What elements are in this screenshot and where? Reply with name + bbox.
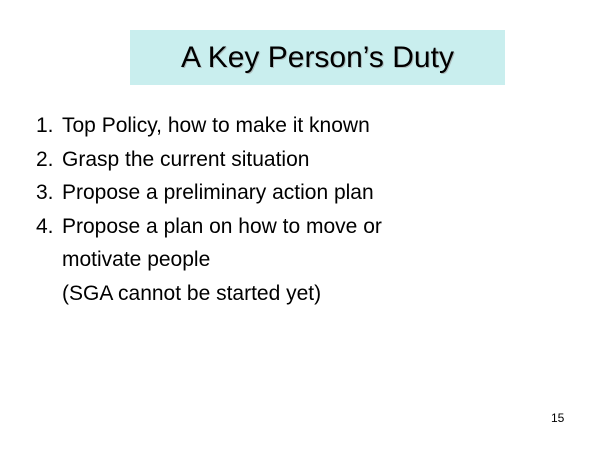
list-item-note: (SGA cannot be started yet) xyxy=(62,281,322,305)
list-item-number: 3. xyxy=(36,181,54,204)
list-item-text: Propose a plan on how to move or xyxy=(62,214,382,238)
list-item-number: 2. xyxy=(36,147,54,171)
numbered-list xyxy=(36,109,382,310)
page-number: 15 xyxy=(551,411,565,425)
list-item-number: 1. xyxy=(36,114,54,137)
list-item xyxy=(36,109,382,143)
list-item xyxy=(36,176,382,210)
list-item-text: Grasp the current situation xyxy=(62,147,310,171)
list-item-text: Top Policy, how to make it known xyxy=(62,114,370,137)
list-item-text: Propose a preliminary action plan xyxy=(62,181,374,204)
list-item-text-continuation: motivate people xyxy=(62,248,211,271)
list-item xyxy=(36,210,382,311)
list-item xyxy=(36,143,382,177)
list-item-number: 4. xyxy=(36,214,54,238)
title-box xyxy=(130,30,505,85)
slide-title: A Key Person’s Duty xyxy=(181,40,454,74)
